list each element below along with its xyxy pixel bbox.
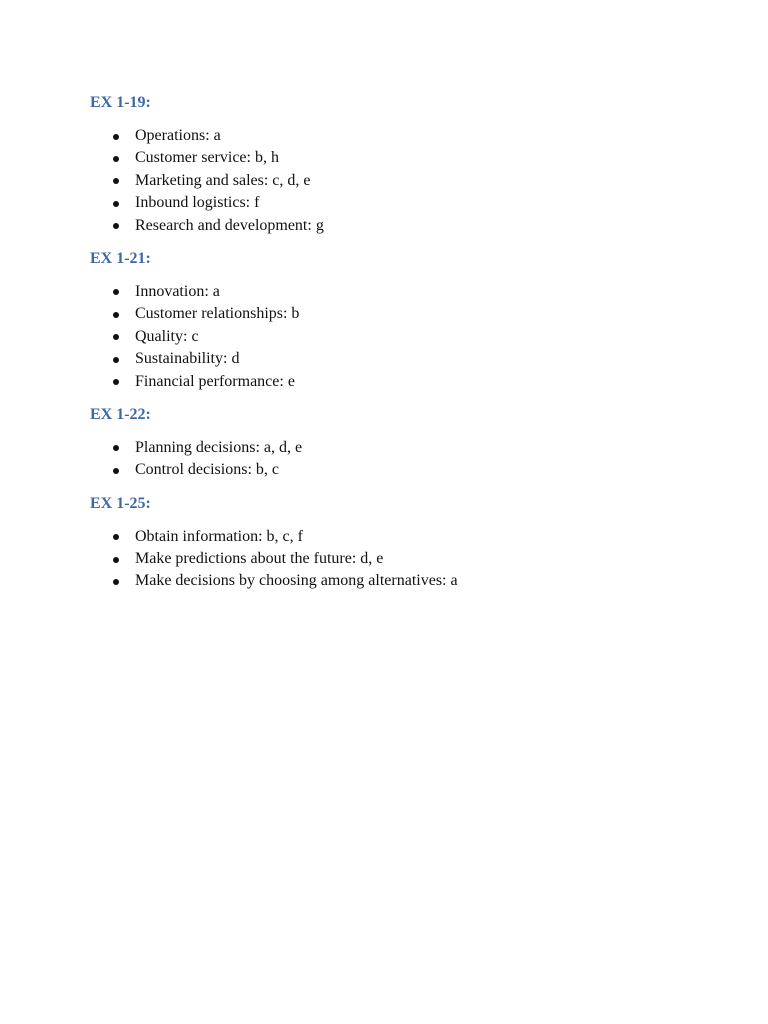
list-item [90, 170, 710, 192]
list-item [90, 192, 710, 214]
bullet-icon [113, 223, 119, 229]
list-item [90, 281, 710, 303]
section-heading: EX 1-22: [90, 405, 151, 423]
bullet-icon [113, 445, 119, 451]
bullet-icon [113, 579, 119, 585]
list-item [90, 459, 710, 481]
list-item-text: Control decisions: b, c [135, 461, 279, 479]
list-item-text: Operations: a [135, 127, 221, 144]
list-item [90, 147, 710, 169]
bullet-list [90, 281, 710, 393]
document-page [90, 93, 710, 605]
list-item-text: Obtain information: b, c, f [135, 527, 303, 545]
list-item-text: Sustainability: d [135, 350, 240, 368]
bullet-icon [113, 289, 119, 295]
bullet-list [90, 437, 710, 482]
bullet-icon [113, 156, 119, 162]
bullet-list [90, 125, 710, 237]
section-heading: EX 1-25: [90, 494, 151, 512]
bullet-icon [113, 312, 119, 318]
bullet-icon [113, 557, 119, 563]
list-item [90, 215, 710, 237]
section-ex-1-25 [90, 494, 710, 593]
list-item [90, 326, 710, 348]
list-item-text: Financial performance: e [135, 372, 295, 390]
section-heading: EX 1-19: [90, 94, 151, 111]
list-item-text: Research and development: g [135, 216, 324, 234]
bullet-icon [113, 334, 119, 340]
bullet-icon [113, 134, 119, 140]
bullet-icon [113, 357, 119, 363]
list-item-text: Planning decisions: a, d, e [135, 438, 303, 456]
section-ex-1-21 [90, 249, 710, 393]
list-item-text: Make decisions by choosing among alternatives: a [135, 572, 458, 590]
list-item-text: Customer relationships: b [135, 305, 300, 323]
list-item [90, 348, 710, 370]
bullet-icon [113, 468, 119, 474]
list-item [90, 371, 710, 393]
list-item [90, 437, 710, 459]
list-item-text: Quality: c [135, 327, 199, 345]
bullet-icon [113, 201, 119, 207]
bullet-icon [113, 534, 119, 540]
list-item-text: Marketing and sales: c, d, e [135, 171, 311, 189]
bullet-icon [113, 178, 119, 184]
section-ex-1-19 [90, 93, 710, 237]
list-item-text: Make predictions about the future: d, e [135, 550, 384, 568]
list-item [90, 125, 710, 147]
list-item [90, 303, 710, 325]
list-item-text: Customer service: b, h [135, 149, 279, 167]
list-item [90, 548, 710, 570]
list-item-text: Inbound logistics: f [135, 194, 260, 212]
bullet-list [90, 526, 710, 593]
section-ex-1-22 [90, 405, 710, 482]
list-item [90, 570, 710, 592]
section-heading: EX 1-21: [90, 249, 151, 267]
bullet-icon [113, 379, 119, 385]
list-item-text: Innovation: a [135, 282, 220, 300]
list-item [90, 526, 710, 548]
